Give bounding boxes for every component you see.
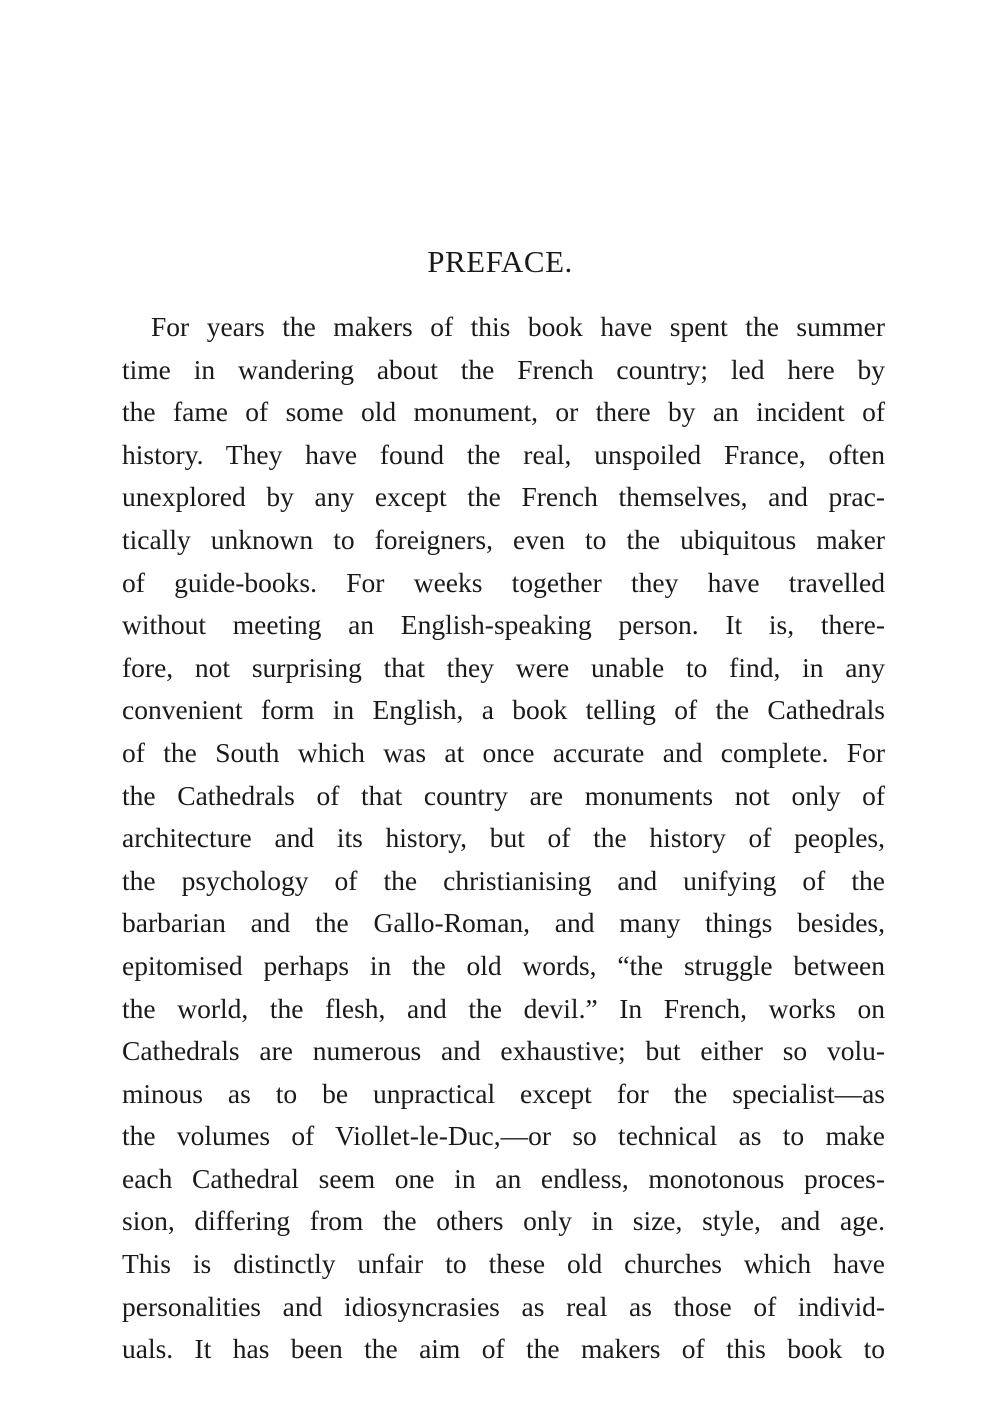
text-line: This is distinctly unfair to these old churches which have <box>122 1248 885 1280</box>
text-line: convenient form in English, a book telling of the Cathedrals <box>122 694 885 726</box>
text-line: sion, differing from the others only in size, style, and age. <box>122 1205 885 1237</box>
text-line: history. They have found the real, unspoiled France, often <box>122 438 885 470</box>
text-line: the fame of some old monument, or there by an incident of <box>122 396 885 428</box>
text-line: each Cathedral seem one in an endless, monotonous proces- <box>122 1162 885 1194</box>
text-line: the psychology of the christianising and unifying of the <box>122 864 885 896</box>
text-line: minous as to be unpractical except for the specialist—as <box>122 1077 885 1109</box>
text-line: unexplored by any except the French themselves, and prac- <box>122 481 885 513</box>
text-line: architecture and its history, but of the history of peoples, <box>122 822 885 854</box>
text-line: fore, not surprising that they were unable to find, in any <box>122 651 885 683</box>
text-line: For years the makers of this book have spent the summer <box>151 311 885 342</box>
text-line: Cathedrals are numerous and exhaustive; but either so volu- <box>122 1035 885 1067</box>
text-line: tically unknown to foreigners, even to the ubiquitous maker <box>122 523 885 555</box>
text-line: time in wandering about the French country; led here by <box>122 353 885 385</box>
text-line: the Cathedrals of that country are monuments not only of <box>122 779 885 811</box>
text-line: of the South which was at once accurate and complete. For <box>122 736 885 768</box>
text-line: the world, the flesh, and the devil.” In French, works on <box>122 992 885 1024</box>
text-line: personalities and idiosyncrasies as real as those of individ- <box>122 1290 885 1322</box>
text-line: without meeting an English-speaking person. It is, there- <box>122 609 885 641</box>
preface-paragraph <box>122 306 885 1371</box>
text-line: uals. It has been the aim of the makers of this book to <box>122 1333 885 1365</box>
page-title: PREFACE. <box>427 244 573 279</box>
text-line: the volumes of Viollet-le-Duc,—or so technical as to make <box>122 1120 885 1152</box>
text-line: barbarian and the Gallo-Roman, and many things besides, <box>122 907 885 939</box>
text-line: of guide-books. For weeks together they have travelled <box>122 566 885 598</box>
text-line: epitomised perhaps in the old words, “the struggle between <box>122 949 885 981</box>
